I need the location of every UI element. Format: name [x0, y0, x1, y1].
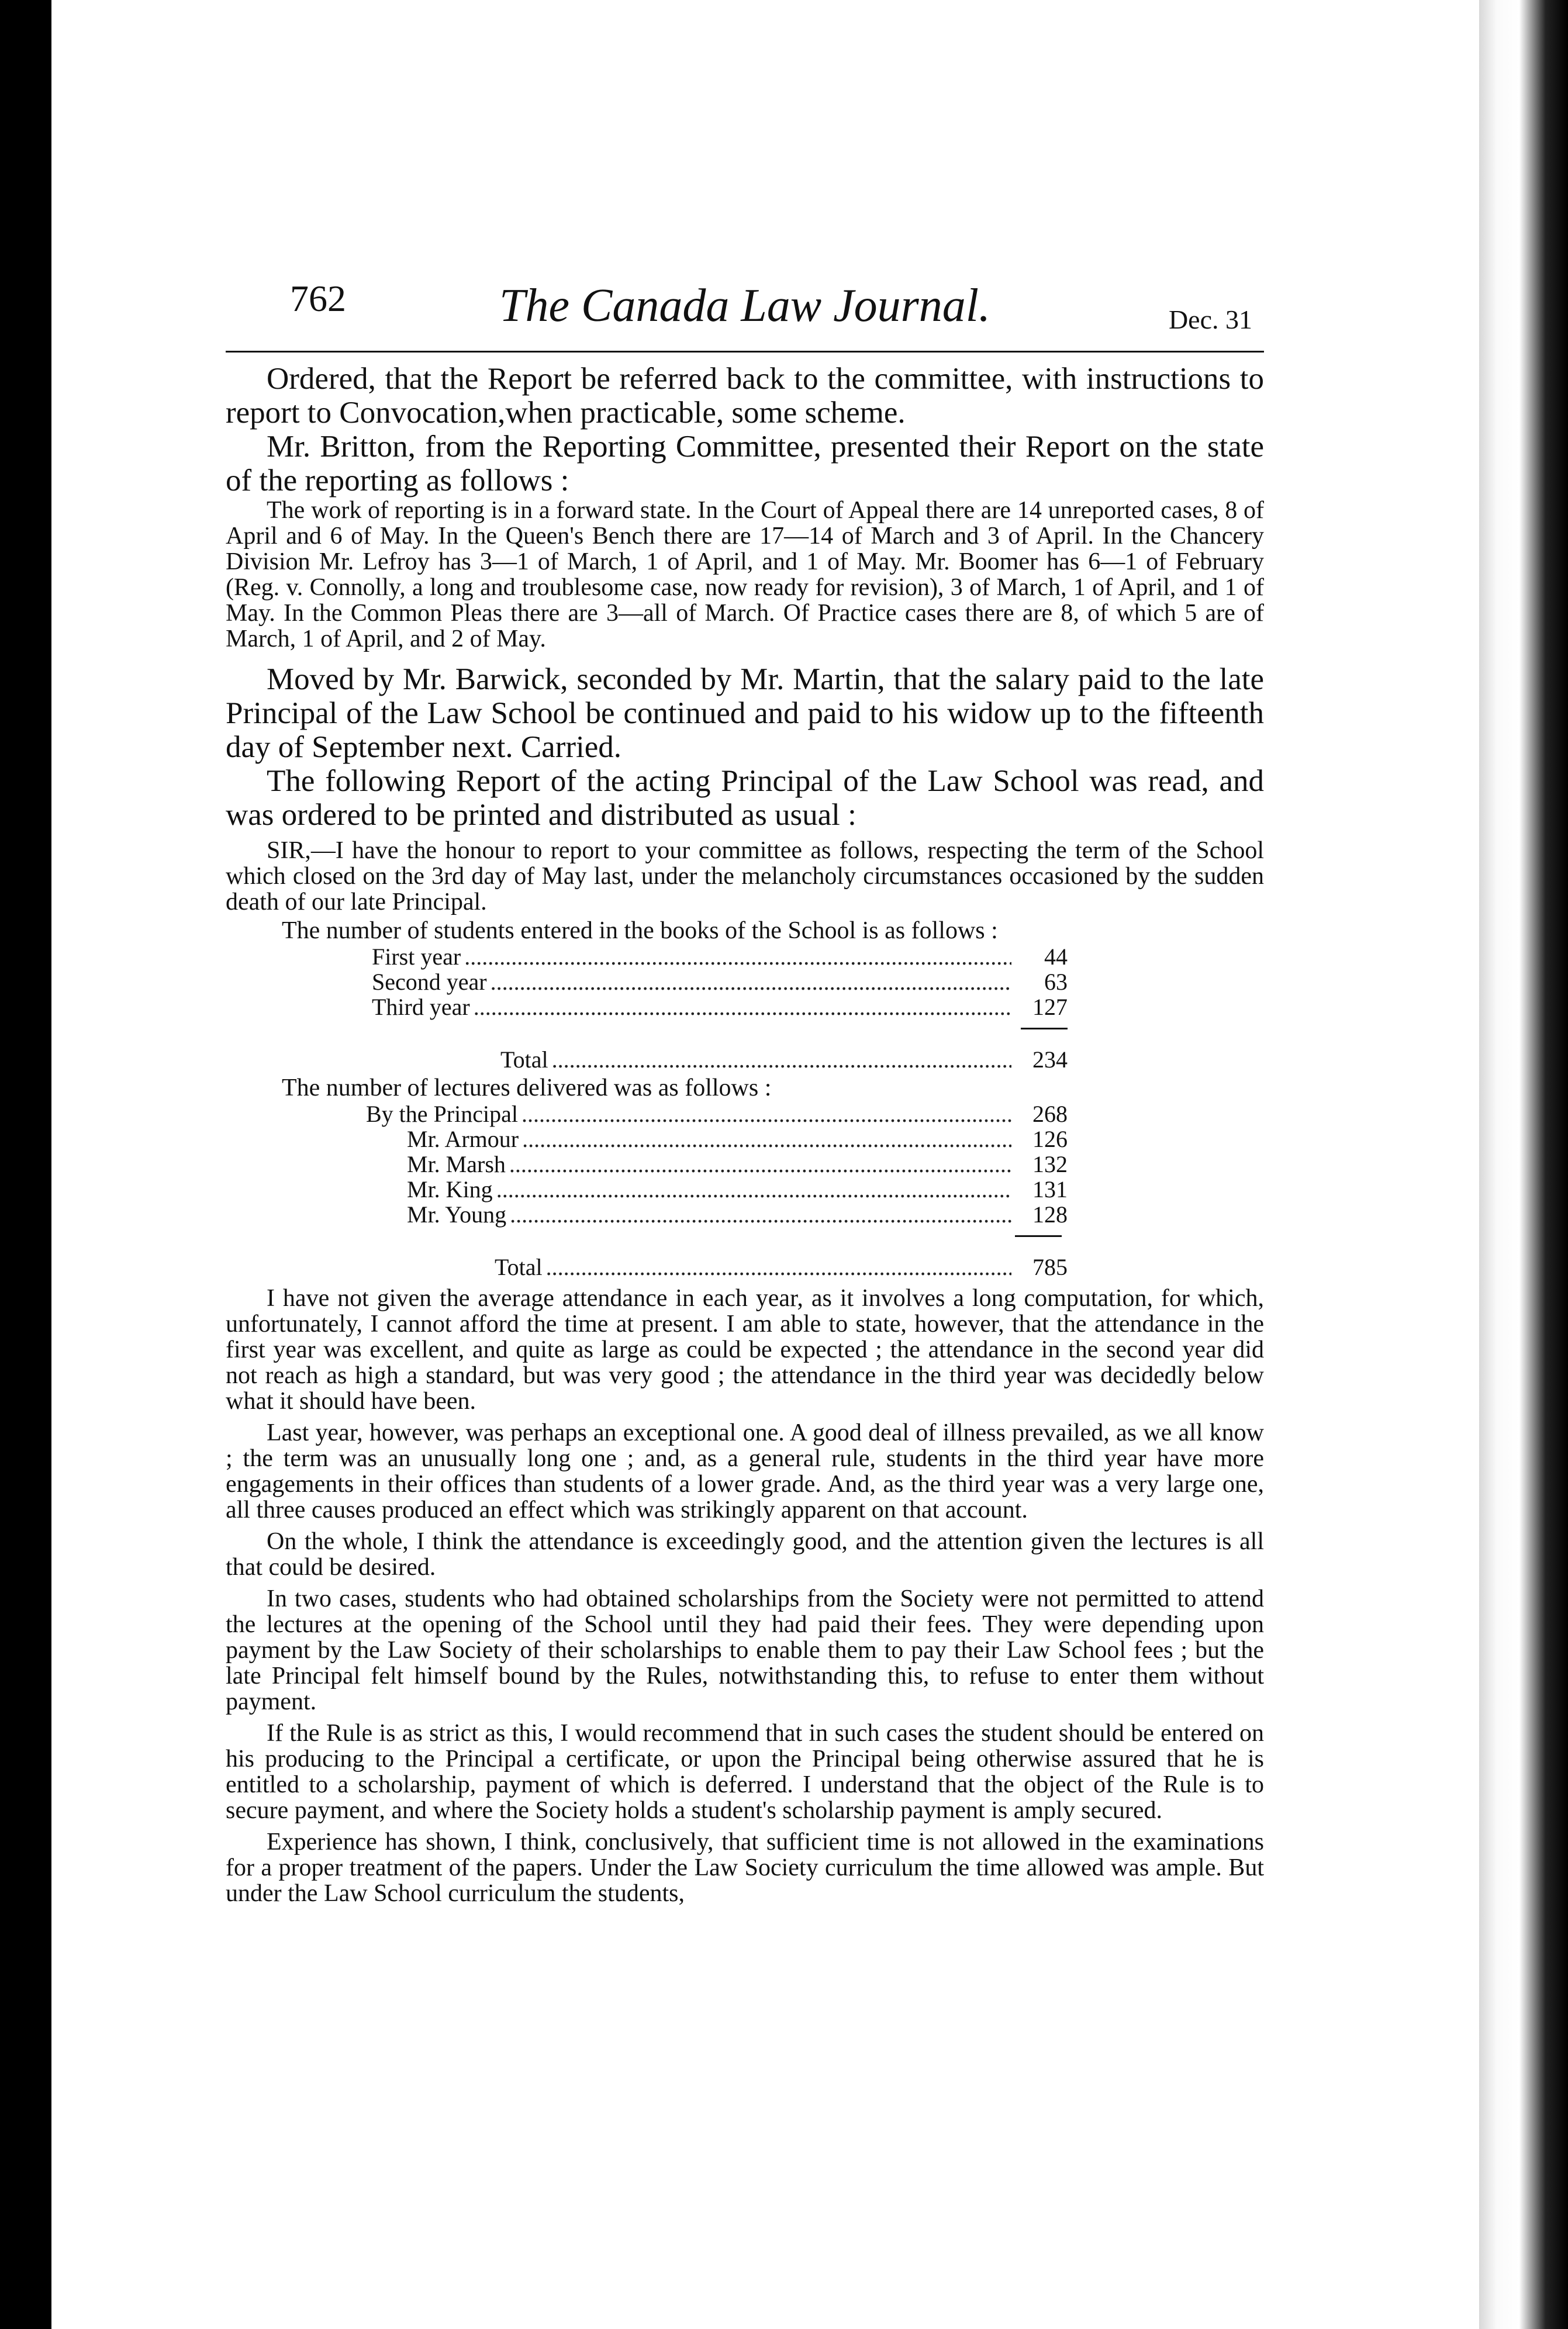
page-number: 762 — [290, 278, 346, 319]
row-value: 132 — [1032, 1151, 1068, 1177]
lectures-intro: The number of lectures delivered was as follows : — [282, 1074, 772, 1101]
dot-leader — [522, 1127, 1011, 1152]
students-intro: The number of students entered in the books of the School is as follows : — [282, 917, 998, 944]
row-label: Mr. Armour — [407, 1126, 519, 1152]
total-label: Total — [500, 1046, 548, 1073]
dot-leader — [464, 944, 1011, 969]
paragraph-attendance: I have not given the average attendance in each year, as it involves a long computation, for which, unfortunately, I cannot afford the time at present. I am able to state, however, that the attendance in the first year was excellent, and quite as large as could be expected ; the attendance in the second year did not reach as high a standard, but was very good ; the attendance in the third year was decidedly below what it should have been. — [226, 1285, 1264, 1415]
dot-leader — [510, 1202, 1011, 1227]
letter-opening: SIR,—I have the honour to report to your committee as follows, respecting the term of the School which closed on the 3rd day of May last, under the melancholy circumstances occasioned by the sudden death of our late Principal. — [226, 837, 1264, 915]
paragraph-on-the-whole: On the whole, I think the attendance is exceedingly good, and the attention given the lectures is all that could be desired. — [226, 1528, 1264, 1581]
table-row — [407, 1152, 1068, 1177]
row-value: 44 — [1044, 944, 1068, 970]
row-value: 128 — [1032, 1201, 1068, 1228]
paragraph-exceptional-year: Last year, however, was perhaps an exceptional one. A good deal of illness prevailed, as we all know ; the term was an unusually long one ; and, as a general rule, students in the third year have more engagements in their offices than students of a lower grade. And, as the third year was a very large one, all three causes produced an effect which was strikingly apparent on that account. — [226, 1419, 1264, 1523]
dot-leader — [496, 1177, 1011, 1202]
paragraph-scholarships: In two cases, students who had obtained scholarships from the Society were not permitted to attend the lectures at the opening of the School until they had paid their fees. They were depending upon payment by the Law Society of their scholarships to enable them to pay their Law School fees ; but the late Principal felt himself bound by the Rules, notwithstanding this, to refuse to enter them without payment. — [226, 1585, 1264, 1715]
journal-title: The Canada Law Journal. — [499, 280, 991, 331]
page-edge-shadow — [1479, 0, 1568, 2329]
dot-leader — [509, 1152, 1011, 1177]
total-label: Total — [495, 1254, 543, 1280]
paragraph-ordered: Ordered, that the Report be referred back to the committee, with instructions to report to Convocation,when practicable, some scheme. — [226, 362, 1264, 430]
dot-leader — [491, 969, 1011, 994]
total-value: 785 — [1032, 1254, 1068, 1280]
paragraph-rule-recommendation: If the Rule is as strict as this, I would recommend that in such cases the student should be entered on his producing to the Principal a certificate, or upon the Principal being otherwise assured that he is entitled to a scholarship, payment of which is deferred. I understand that the object of the Rule is to secure payment, and where the Society holds a student's scholarship payment is amply secured. — [226, 1720, 1264, 1824]
row-label: Third year — [372, 994, 470, 1020]
total-value: 234 — [1032, 1046, 1068, 1073]
table-row — [372, 944, 1068, 969]
paragraph-examinations: Experience has shown, I think, conclusively, that sufficient time is not allowed in the examinations for a proper treatment of the papers. Under the Law Society curriculum the time allowed was ample. But under the Law School curriculum the students, — [226, 1829, 1264, 1907]
issue-date: Dec. 31 — [1168, 305, 1252, 334]
row-label: First year — [372, 944, 461, 970]
dot-leader — [521, 1101, 1011, 1127]
row-label: By the Principal — [366, 1101, 518, 1127]
dot-leader — [474, 994, 1011, 1020]
journal-page-content — [226, 275, 1264, 1906]
students-table — [372, 944, 1068, 1072]
row-label: Mr. King — [407, 1176, 493, 1202]
lectures-table — [366, 1101, 1068, 1280]
reporting-committee-report: The work of reporting is in a forward state. In the Court of Appeal there are 14 unreported cases, 8 of April and 6 of May. In the Queen's Bench there are 17—14 of March and 3 of April. In the Chancery Division Mr. Lefroy has 3—1 of March, 1 of April, and 1 of May. Mr. Boomer has 6—1 of February (Reg. v. Connolly, a long and troublesome case, now ready for revision), 3 of March, 1 of April, and 1 of May. In the Common Pleas there are 3—all of March. Of Practice cases there are 8, of which 5 are of March, 1 of April, and 2 of May. — [226, 497, 1264, 652]
paragraph-acting-principal-report: The following Report of the acting Principal of the Law School was read, and was ordered to be printed and distributed as usual : — [226, 764, 1264, 832]
total-row — [500, 1047, 1068, 1072]
paragraph-britton: Mr. Britton, from the Reporting Committee, presented their Report on the state of the reporting as follows : — [226, 430, 1264, 497]
row-value: 268 — [1032, 1101, 1068, 1127]
row-value: 127 — [1032, 994, 1068, 1020]
dot-leader — [546, 1255, 1011, 1280]
table-row — [407, 1177, 1068, 1202]
sum-rule — [1015, 1235, 1062, 1237]
sum-rule — [1021, 1028, 1068, 1029]
table-row — [372, 994, 1068, 1020]
table-row — [366, 1101, 1068, 1127]
total-row — [495, 1255, 1068, 1280]
paragraph-barwick-motion: Moved by Mr. Barwick, seconded by Mr. Martin, that the salary paid to the late Principal of the Law School be continued and paid to his widow up to the fifteenth day of September next. Carried. — [226, 662, 1264, 764]
row-value: 126 — [1032, 1126, 1068, 1152]
table-row — [407, 1127, 1068, 1152]
row-label: Mr. Marsh — [407, 1151, 506, 1177]
row-value: 63 — [1044, 969, 1068, 995]
table-row — [407, 1202, 1068, 1227]
row-label: Mr. Young — [407, 1201, 507, 1228]
table-row — [372, 969, 1068, 994]
row-value: 131 — [1032, 1176, 1068, 1202]
row-label: Second year — [372, 969, 487, 995]
running-header — [226, 275, 1264, 353]
dot-leader — [552, 1047, 1011, 1072]
